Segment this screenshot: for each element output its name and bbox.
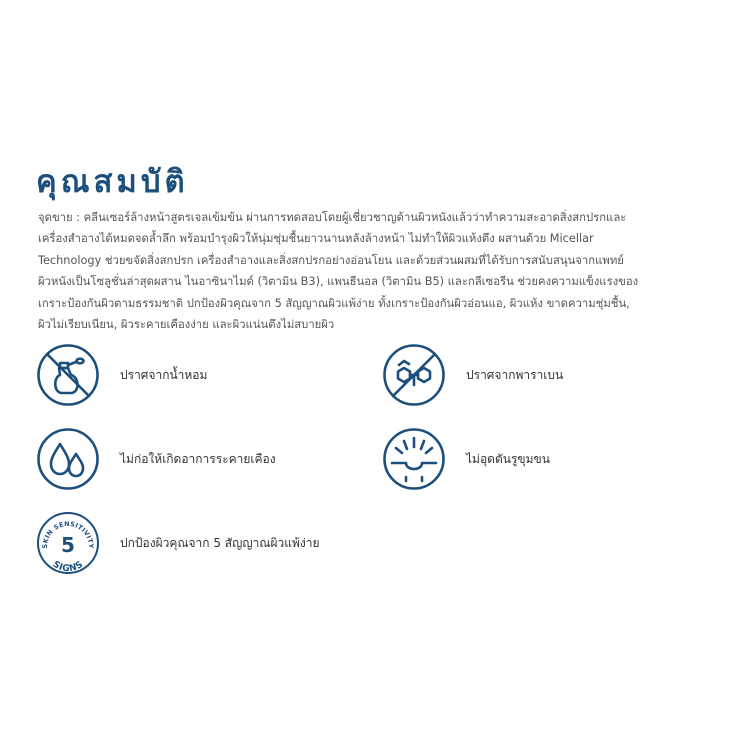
feature-non-comedogenic [382, 427, 550, 491]
description-line: เครื่องสำอางได้หมดจดล้ำลึก พร้อมบำรุงผิวให้นุ่มชุ่มชื้นยาวนานหลังล้างหน้า ไม่ทำให้ผิวแห้งตึง ผสานด้วย Micellar [38, 232, 594, 246]
badge-number: 5 [61, 533, 75, 557]
five-signs-badge-icon [36, 511, 100, 575]
feature-label: ไม่อุดตันรูขุมขน [466, 451, 550, 466]
product-description [38, 207, 724, 335]
paraben-free-icon [382, 343, 446, 407]
feature-label: ปราศจากพาราเบน [466, 367, 564, 382]
badge-arc-text: SKIN SENSITIVITY [40, 519, 96, 549]
description-line: จุดขาย : คลีนเซอร์ล้างหน้าสูตรเจลเข้มข้น ผ่านการทดสอบโดยผู้เชี่ยวชาญด้านผิวหนังแล้วว่าทำความสะอาดสิ่งสกปรกและ [38, 211, 627, 224]
feature-non-irritating [36, 427, 276, 491]
pore-icon [382, 427, 446, 491]
feature-label: ไม่ก่อให้เกิดอาการระคายเคือง [120, 451, 276, 466]
feature-paraben-free [382, 343, 563, 407]
page-title: คุณสมบัติ [36, 164, 189, 200]
feature-fragrance-free [36, 343, 207, 407]
description-line: ผิวหนังเป็นโซลูชั่นล่าสุดผสาน ไนอาซินาไมด์ (วิตามิน B3), แพนธีนอล (วิตามิน B5) และกลีเซอรีน ช่วยคงความแข็งแรงของ [38, 275, 639, 289]
feature-label: ปกป้องผิวคุณจาก 5 สัญญาณผิวแพ้ง่าย [120, 535, 320, 550]
fragrance-free-icon [36, 343, 100, 407]
badge-bottom-text: SIGNS [50, 559, 86, 575]
water-drops-icon [36, 427, 100, 491]
description-line: ผิวไม่เรียบเนียน, ผิวระคายเคืองง่าย และผิวแน่นตึงไม่สบายผิว [38, 318, 335, 332]
feature-label: ปราศจากน้ำหอม [120, 367, 208, 382]
feature-five-signs [36, 511, 319, 575]
svg-text:SIGNS [51, 560, 86, 575]
description-line: เกราะป้องกันผิวตามธรรมชาติ ปกป้องผิวคุณจาก 5 สัญญาณผิวแพ้ง่าย ทั้งเกราะป้องกันผิวอ่อนแอ, ผิวแห้ง ขาดความชุ่มชื้น, [38, 296, 630, 310]
description-line: Technology ช่วยขจัดสิ่งสกปรก เครื่องสำอางและสิ่งสกปรกอย่างอ่อนโยน และด้วยส่วนผสมที่ได้รับการสนับสนุนจากแพทย์ [38, 253, 624, 267]
